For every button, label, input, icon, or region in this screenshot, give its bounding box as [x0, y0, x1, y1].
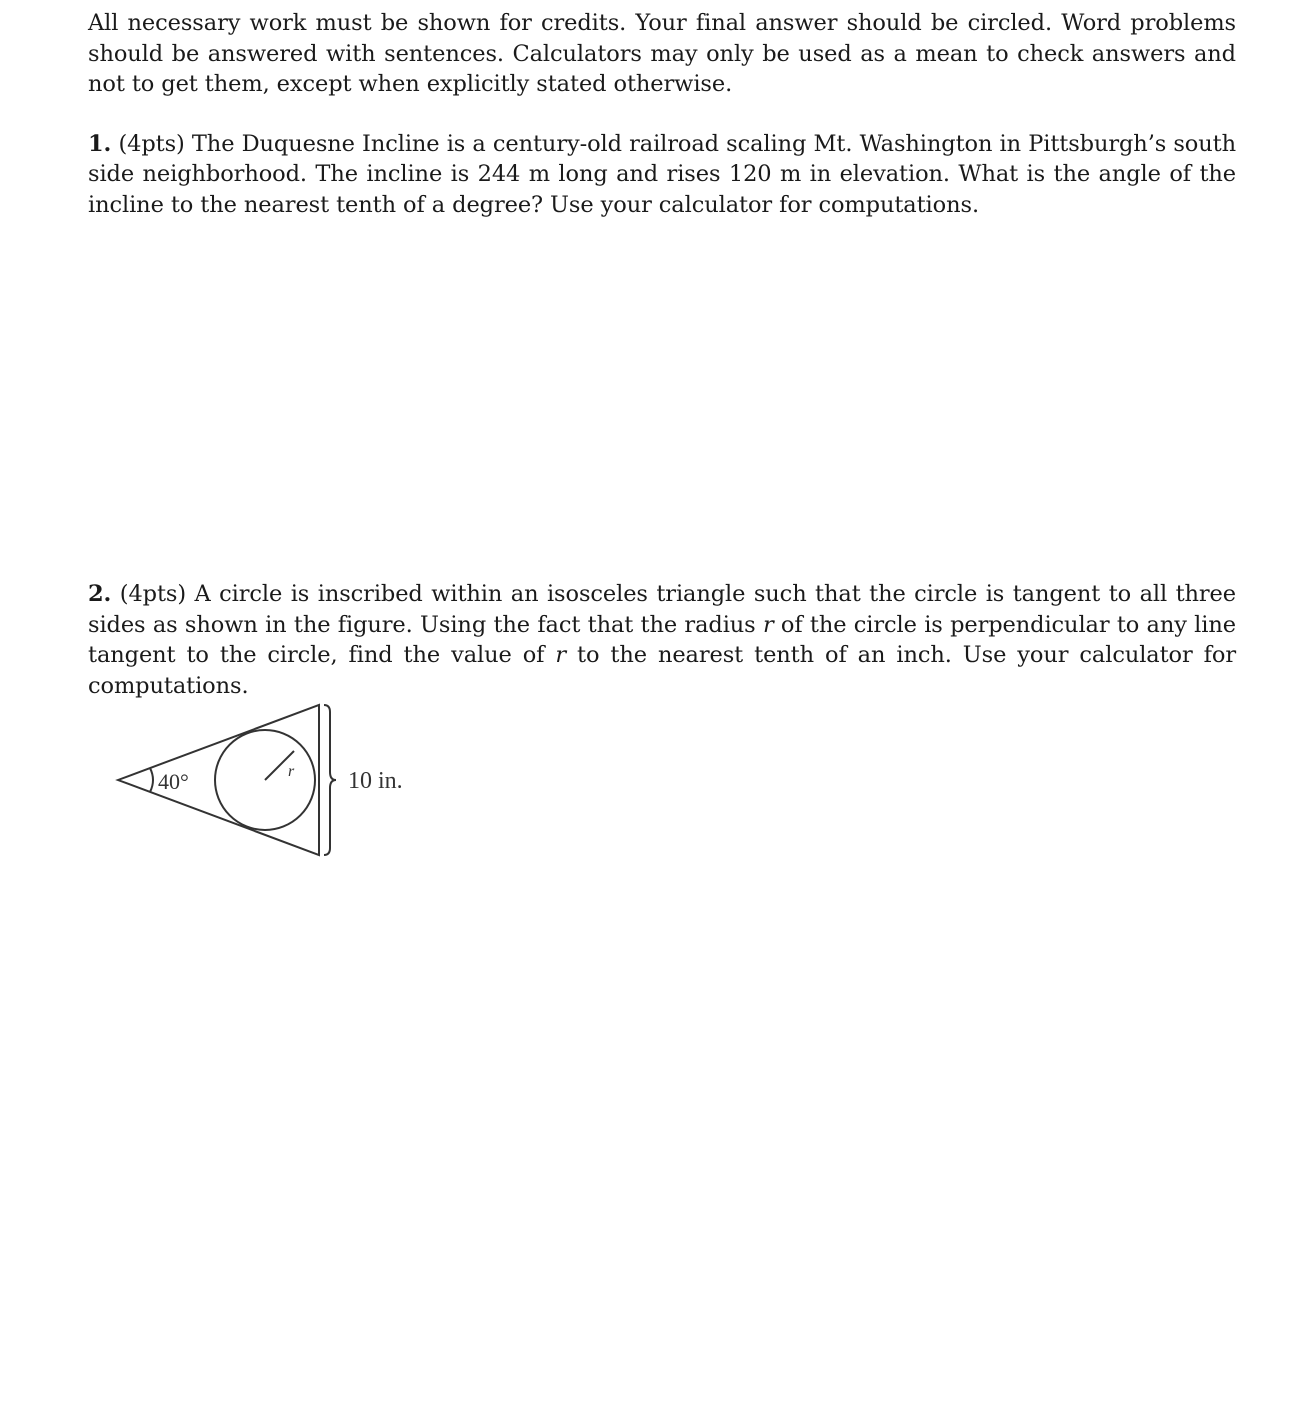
angle-arc: [150, 768, 153, 792]
question-2-text-part2: of the circle is perpendicular to any line tangent to the circle, find the value of: [88, 611, 1236, 668]
side-length-label: 10 in.: [348, 768, 403, 794]
side-bracket: [324, 705, 336, 855]
question-1: [88, 129, 1236, 221]
angle-label: 40°: [158, 769, 189, 794]
triangle-diagram: [112, 700, 422, 860]
question-2-text-part3: to the nearest tenth of an inch. Use your calculator for computations.: [88, 642, 1236, 699]
isosceles-triangle: [118, 705, 319, 855]
question-2-number: 2.: [88, 581, 112, 607]
question-1-text: (4pts) The Duquesne Incline is a century-old railroad scaling Mt. Washington in Pittsburgh’s south side neighborhood. The incline is 244 m long and rises 120 m in elevation. What is the angle of the incline to the nearest tenth of a degree? Use your calculator for computations.: [88, 130, 1236, 218]
question-1-number: 1.: [88, 130, 112, 157]
question-2-text-part1: (4pts) A circle is inscribed within an isosceles triangle such that the circle is tangent to all three sides as shown in the figure. Using the fact that the radius: [88, 581, 1236, 638]
instructions-paragraph: All necessary work must be shown for credits. Your final answer should be circled. Word problems should be answered with sentences. Calculators may only be used as a mean to check answers and not to get them, except when explicitly stated otherwise.: [88, 10, 1236, 97]
inscribed-circle-figure: [112, 700, 422, 860]
worksheet-page: [88, 8, 1236, 699]
question-2: [88, 579, 1236, 701]
radius-label: r: [288, 763, 295, 780]
question-2-variable-r: r: [762, 611, 774, 638]
question-2-variable-r-2: r: [555, 642, 567, 668]
